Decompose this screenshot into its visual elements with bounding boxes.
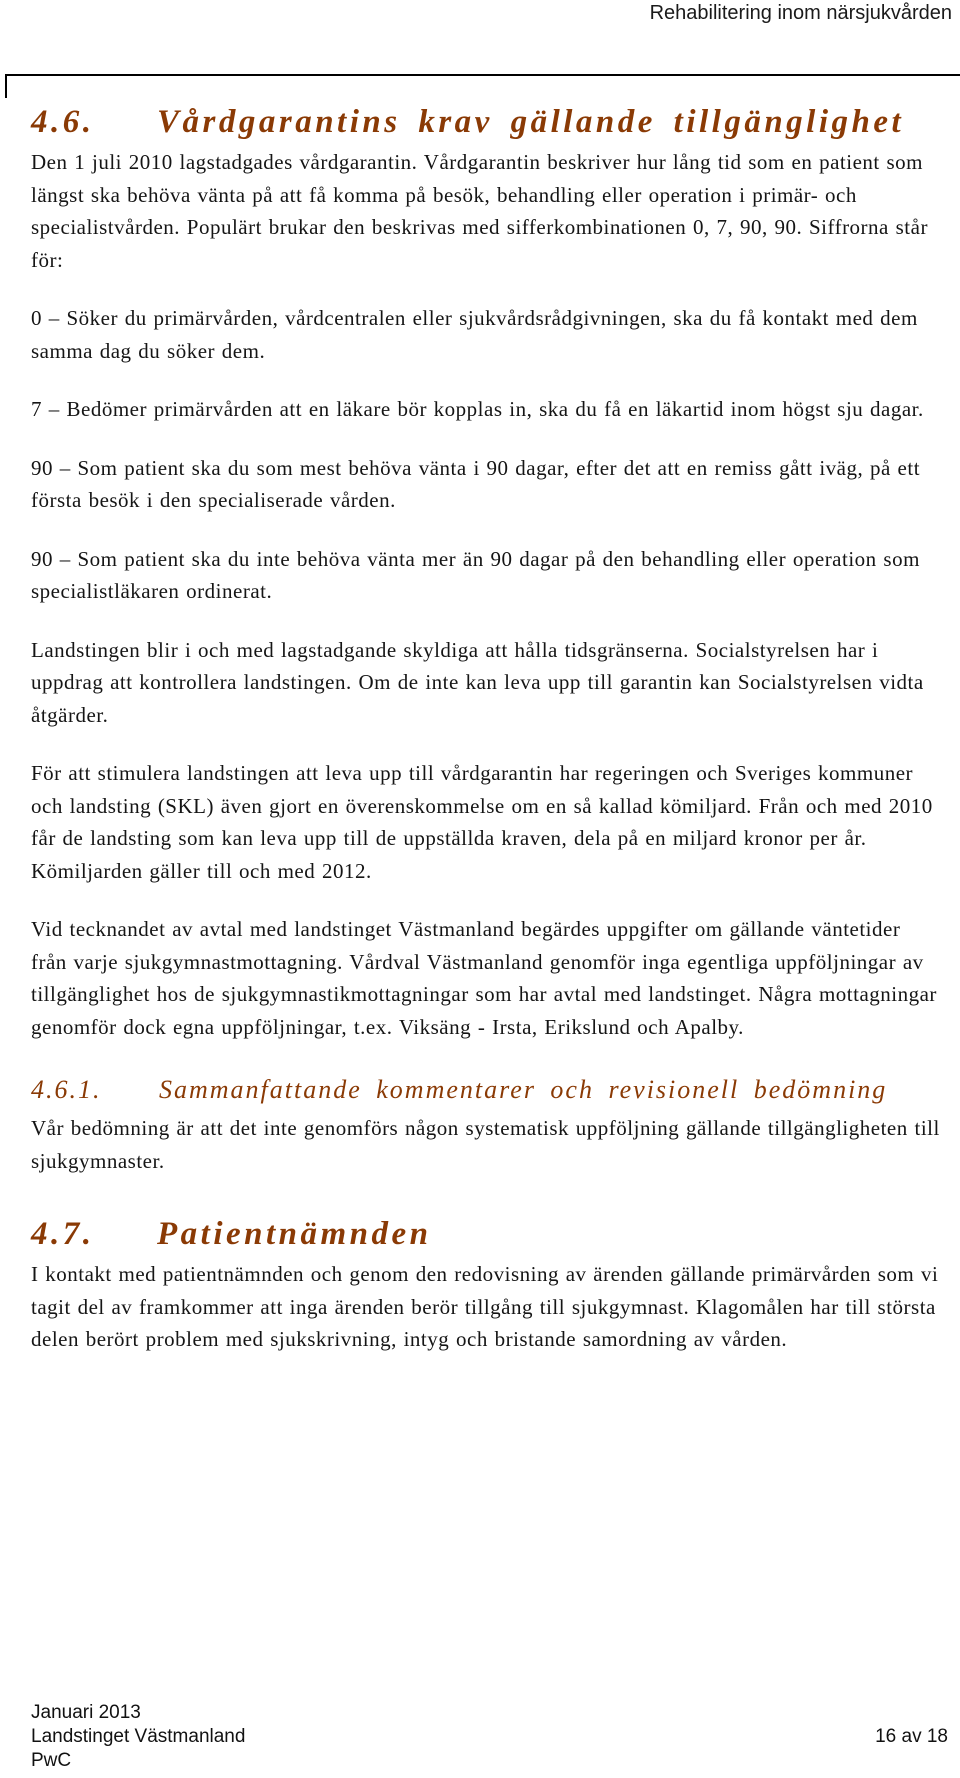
section-heading-4-6 [31,98,941,146]
footer-date: Januari 2013 [31,1702,141,1723]
subsection-heading-4-6-1 [31,1068,941,1112]
section-number: 4.6. [31,104,95,140]
paragraph: 7 – Bedömer primärvården att en läkare bör kopplas in, ska du få en läkartid inom högst sju dagar. [31,397,924,421]
footer-organization: Landstinget Västmanland [31,1726,246,1747]
paragraph: Den 1 juli 2010 lagstadgades vårdgarantin. Vårdgarantin beskriver hur lång tid som en patient som längst ska behöva vänta på att få komma på besök, behandling eller operation i primär- och specialistvården. Populärt brukar den beskrivas med sifferkombinationen 0, 7, 90, 90. Siffrorna står för: [31,150,928,272]
section-title: Patientnämnden [157,1216,432,1252]
paragraph: Vid tecknandet av avtal med landstinget Västmanland begärdes uppgifter om gällande väntetider från varje sjukgymnastmottagning. Vårdval Västmanland genomför inga egentliga uppföljningar av tillgänglighet hos de sjukgymnastikmottagningar som har avtal med landstinget. Några mottagningar genomför dock egna uppföljningar, t.ex. Viksäng - Irsta, Erikslund och Apalby. [31,917,937,1039]
section-number: 4.7. [31,1216,95,1252]
paragraph: Vår bedömning är att det inte genomförs någon systematisk uppföljning gällande tillgängligheten till sjukgymnaster. [31,1116,940,1173]
document-body [31,98,941,1356]
section-heading-4-7 [31,1210,941,1258]
page-number: 16 av 18 [875,1726,948,1747]
paragraph: I kontakt med patientnämnden och genom den redovisning av ärenden gällande primärvården som vi tagit del av framkommer att inga ärenden berör tillgång till sjukgymnast. Klagomålen har till största delen berört problem med sjukskrivning, intyg och bristande samordning av vården. [31,1262,939,1351]
paragraph: 0 – Söker du primärvården, vårdcentralen eller sjukvårdsrådgivningen, ska du få kontakt med dem samma dag du söker dem. [31,306,918,363]
section-number: 4.6.1. [31,1075,102,1104]
running-header: Rehabilitering inom närsjukvården [649,2,952,24]
paragraph: 90 – Som patient ska du inte behöva vänta mer än 90 dagar på den behandling eller operation som specialistläkaren ordinerat. [31,546,920,603]
paragraph: Landstingen blir i och med lagstadgande skyldiga att hålla tidsgränserna. Socialstyrelsen har i uppdrag att kontrollera landstingen. Om de inte kan leva upp till garantin kan Socialstyrelsen vidta åtgärder. [31,637,924,727]
paragraph: 90 – Som patient ska du som mest behöva vänta i 90 dagar, efter det att en remiss gått iväg, på ett första besök i den specialiserade vården. [31,455,921,512]
footer-company: PwC [31,1750,72,1771]
section-title: Vårdgarantins krav gällande tillgänglighet [157,104,905,140]
header-rule [5,74,960,76]
page-footer [31,1701,948,1773]
footer-row [31,1725,948,1749]
header-corner-mark [5,74,7,98]
section-title: Sammanfattande kommentarer och revisionell bedömning [159,1075,888,1104]
paragraph: För att stimulera landstingen att leva upp till vårdgarantin har regeringen och Sveriges kommuner och landsting (SKL) även gjort en överenskommelse om en så kallad kömiljard. Från och med 2010 får de landsting som kan leva upp till de uppställda kraven, dela på en miljard kronor per år. Kömiljarden gäller till och med 2012. [31,761,933,883]
